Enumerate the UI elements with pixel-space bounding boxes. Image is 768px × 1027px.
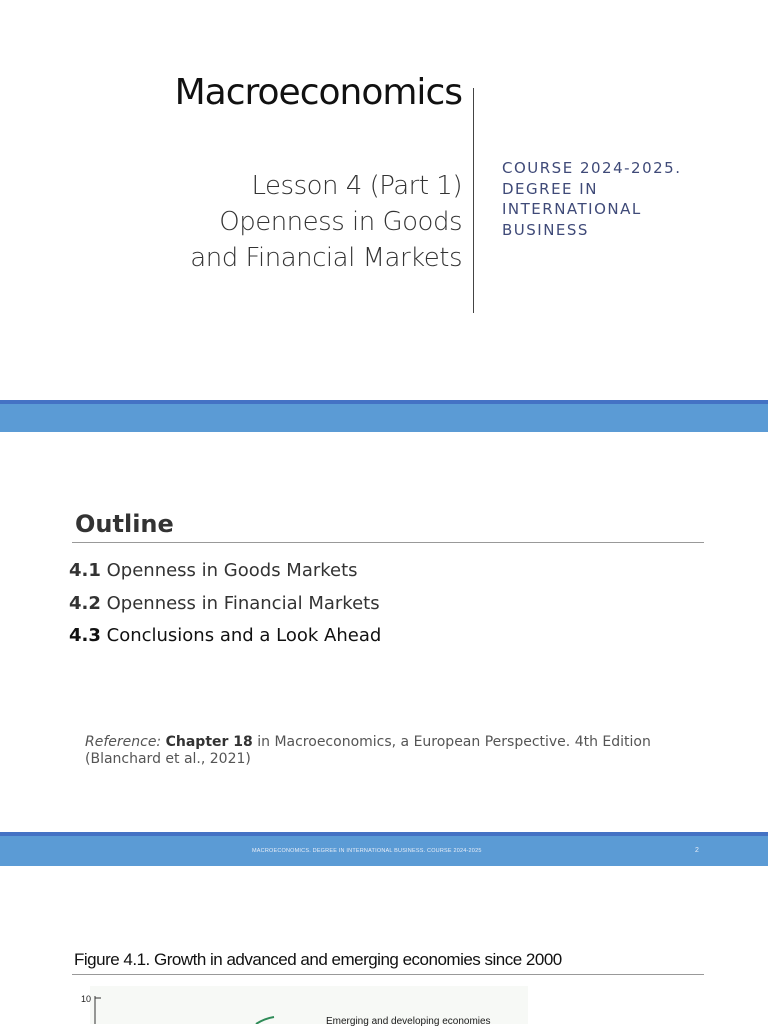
course-line: DEGREE IN bbox=[502, 179, 598, 198]
course-info bbox=[502, 158, 681, 240]
reference-citation: (Blanchard et al., 2021) bbox=[85, 751, 251, 767]
outline-list bbox=[69, 555, 381, 653]
subtitle-line: and Financial Markets bbox=[190, 243, 462, 273]
page-number: 2 bbox=[695, 847, 699, 854]
reference-note bbox=[85, 734, 651, 768]
subtitle-line: Lesson 4 (Part 1) bbox=[251, 171, 462, 201]
course-line: COURSE 2024-2025. bbox=[502, 159, 682, 177]
outline-item-text: Openness in Financial Markets bbox=[106, 592, 380, 614]
title-rule bbox=[72, 974, 704, 975]
lesson-subtitle bbox=[190, 168, 462, 276]
course-line: INTERNATIONAL bbox=[502, 200, 642, 218]
footer-text: MACROECONOMICS. DEGREE IN INTERNATIONAL BUSINESS. COURSE 2024-2025 bbox=[252, 848, 482, 854]
course-line: BUSINESS bbox=[502, 220, 589, 239]
outline-item-number: 4.2 bbox=[69, 592, 101, 614]
heading-rule bbox=[72, 542, 704, 543]
outline-item bbox=[69, 588, 381, 621]
title-slide bbox=[0, 0, 768, 400]
slide-divider-band bbox=[0, 400, 768, 432]
y-tick-label: 10 bbox=[81, 994, 92, 1004]
legend-label: Emerging and developing economies bbox=[326, 1016, 491, 1027]
figure-title: Figure 4.1. Growth in advanced and emerging economies since 2000 bbox=[74, 950, 562, 969]
outline-item-number: 4.3 bbox=[69, 625, 101, 646]
outline-item-number: 4.1 bbox=[69, 560, 101, 581]
reference-text: in Macroeconomics, a European Perspective. 4th Edition bbox=[257, 734, 651, 750]
outline-item bbox=[69, 555, 381, 588]
figure-slide bbox=[0, 866, 768, 1027]
reference-chapter: Chapter 18 bbox=[165, 734, 253, 750]
reference-lead: Reference: bbox=[85, 734, 162, 750]
outline-item-text: Openness in Goods Markets bbox=[106, 560, 358, 581]
slide-title: Macroeconomics bbox=[174, 72, 462, 113]
vertical-divider bbox=[473, 88, 474, 313]
outline-heading: Outline bbox=[75, 510, 174, 538]
outline-slide bbox=[0, 432, 768, 832]
outline-item-text: Conclusions and a Look Ahead bbox=[106, 625, 382, 646]
outline-item bbox=[69, 620, 381, 653]
slide-footer-band bbox=[0, 832, 768, 866]
figure-chart bbox=[70, 986, 530, 1027]
subtitle-line: Openness in Goods bbox=[219, 207, 462, 237]
